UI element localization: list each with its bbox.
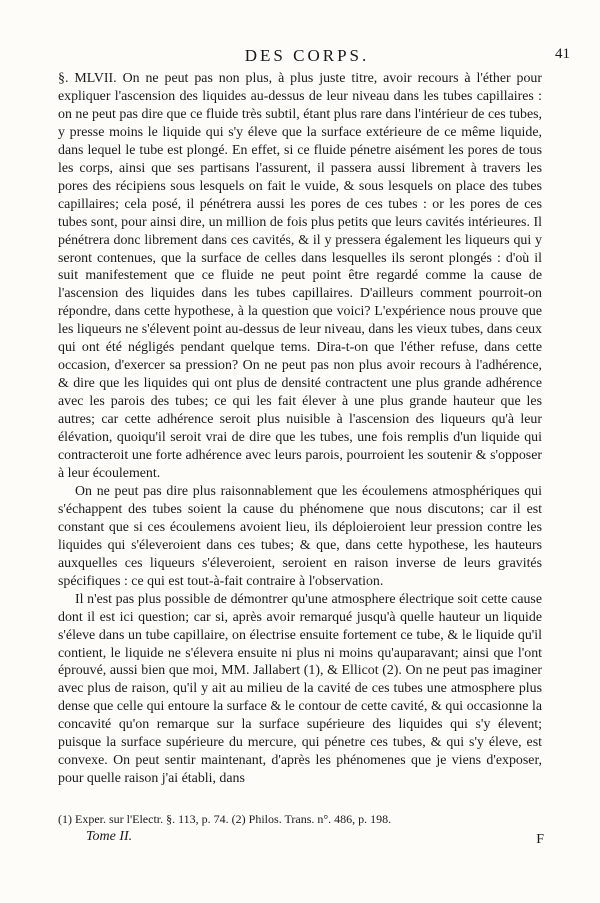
paragraph: Il n'est pas plus possible de démontrer qu'une atmosphere électrique soit cette cause dont il est ici question; car si, après avoir remarqué jusqu'à quelle hauteur un liquide s'éleve dans un tube capillaire, on électrise ensuite fortement ce tube, & le liquide qu'il contient, le liquide ne s'élevera ensuite ni plus ni moins qu'auparavant; ainsi que l'ont éprouvé, aussi bien que moi, MM. Jallabert (1), & Ellicot (2). On ne peut pas imaginer avec plus de raison, qu'il y ait au milieu de la cavité de ces tubes une atmosphere plus dense que celle qui entoure la surface & le contour de cette cavité, & qui occasionne la concavité qu'on remarque sur la surface supérieure des liquides qui s'y élevent; puisque la surface supérieure du mercure, qui pénetre ces tubes, & qui s'y éleve, est convexe. On peut sentir maintenant, d'après les phénomenes que je viens d'exposer, pour quelle raison j'ai établi, dans <box>58 591 542 787</box>
running-head <box>38 46 576 66</box>
paragraph: §. MLVII. On ne peut pas non plus, à plus juste titre, avoir recours à l'éther pour expliquer l'ascension des liquides au-dessus de leur niveau dans les tubes capillaires : on ne peut pas dire que ce fluide très subtil, étant plus rare dans l'intérieur de ces tubes, y presse moins le liquide qui s'y éleve que la surface extérieure de ce même liquide, dans lequel le tube est plongé. En effet, si ce fluide pénetre aisément les pores de tous les corps, ainsi que ses partisans l'assurent, il passera aussi librement à travers les pores des récipiens sous lesquels on fait le vuide, & sous lesquels on place des tubes capillaires; cela posé, il pénétrera aussi les pores de ces tubes : or les pores de ces tubes sont, pour ainsi dire, un million de fois plus petits que leurs cavités intérieures. Il pénétrera donc librement dans ces cavités, & il y pressera également les liqueurs qui y seront contenues, que la surface de celles dans lesquelles ils seront plongés : d'où il suit manifestement que ce fluide ne peut point être regardé comme la cause de l'ascension des liquides dans les tubes capillaires. D'ailleurs comment pourroit-on répondre, dans cette hypothese, à la question que voici? L'expérience nous prouve que les liqueurs ne s'élevent point au-dessus de leur niveau, dans les vieux tubes, dans ceux qui ont été négligés pendant quelque tems. Dira-t-on que l'éther refuse, dans cette occasion, d'exercer sa pression? On ne peut pas non plus avoir recours à l'adhérence, & dire que les liquides qui ont plus de densité contractent une plus grande adhérence avec les parois des tubes; ce qui les fait élever à une plus grande hauteur que les autres; car cette adhérence seroit plus nuisible à l'ascension des liqueurs qu'à leur élévation, quoiqu'il seroit vrai de dire que les tubes, une fois remplis d'un liquide qui contracteroit une forte adhérence avec leurs parois, pourroient les soutenir & s'opposer à leur écoulement. <box>58 71 542 481</box>
footnotes: (1) Exper. sur l'Electr. §. 113, p. 74. (2) Philos. Trans. n°. 486, p. 198. <box>58 812 392 826</box>
signature-mark: F <box>536 832 544 847</box>
running-title: DES CORPS. <box>244 46 370 65</box>
paragraph: On ne peut pas dire plus raisonnablement que les écoulemens atmosphériques qui s'échappent des tubes soient la cause du phénomene que nous discutons; car il est constant que si ces écoulemens avoient lieu, ils déploieroient leur pression contre les liquides qui s'éleveroient dans ces tubes; & que, dans cette hypothese, les hauteurs auxquelles ces liqueurs s'éleveroient, seroient en raison inverse de leurs gravités spécifiques : ce qui est tout-à-fait contraire à l'observation. <box>58 483 542 589</box>
body-text <box>58 70 542 788</box>
volume-signature: Tome II. <box>86 829 133 844</box>
page-number: 41 <box>555 46 570 62</box>
